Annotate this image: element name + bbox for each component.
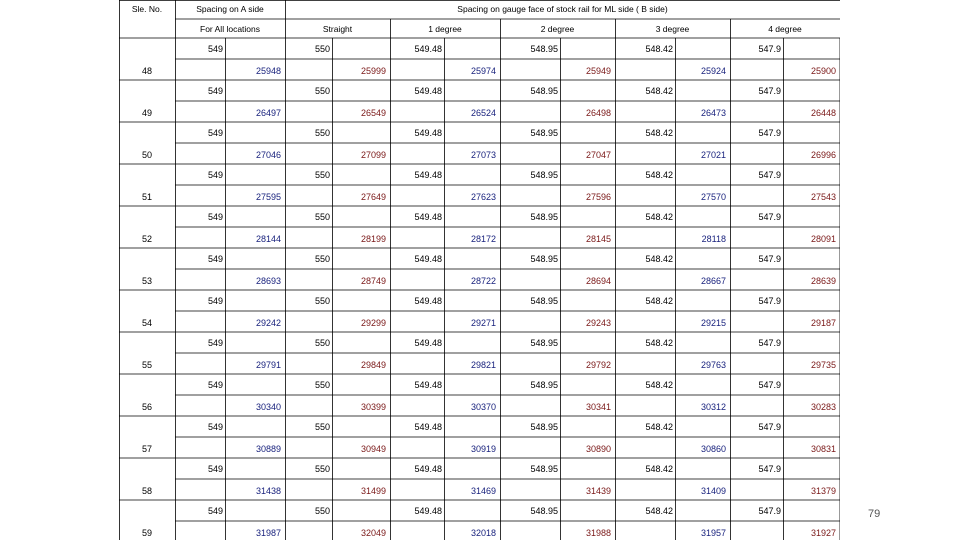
- position-value: 30399: [360, 402, 386, 412]
- position-value: 25948: [255, 66, 281, 76]
- position-value: 27596: [585, 192, 611, 202]
- position-value: 31499: [360, 486, 386, 496]
- spacing-value: 547.9: [758, 464, 781, 474]
- position-value: 30831: [810, 444, 836, 454]
- spacing-value: 547.9: [758, 506, 781, 516]
- spacing-value: 549: [207, 44, 223, 54]
- serial-number: 54: [141, 318, 152, 328]
- position-value: 26524: [470, 108, 496, 118]
- serial-number: 55: [141, 360, 152, 370]
- spacing-value: 550: [314, 338, 330, 348]
- position-value: 28749: [360, 276, 386, 286]
- position-value: 26498: [585, 108, 611, 118]
- position-value: 28667: [700, 276, 726, 286]
- position-value: 27047: [585, 150, 611, 160]
- spacing-value: 549.48: [414, 128, 442, 138]
- spacing-value: 547.9: [758, 128, 781, 138]
- spacing-value: 548.42: [645, 422, 673, 432]
- spacing-value: 548.95: [530, 422, 558, 432]
- spacing-value: 548.95: [530, 128, 558, 138]
- spacing-value: 549: [207, 128, 223, 138]
- spacing-value: 549: [207, 380, 223, 390]
- spacing-value: 548.95: [530, 212, 558, 222]
- position-value: 28144: [255, 234, 281, 244]
- header-3-degree: 3 degree: [655, 24, 690, 34]
- spacing-value: 549: [207, 464, 223, 474]
- position-value: 32018: [470, 528, 496, 538]
- spacing-value: 548.95: [530, 464, 558, 474]
- position-value: 26549: [360, 108, 386, 118]
- position-value: 26448: [810, 108, 836, 118]
- spacing-value: 548.95: [530, 86, 558, 96]
- spacing-value: 549: [207, 296, 223, 306]
- spacing-value: 550: [314, 422, 330, 432]
- position-value: 29792: [585, 360, 611, 370]
- position-value: 30889: [255, 444, 281, 454]
- position-value: 28145: [585, 234, 611, 244]
- position-value: 28118: [701, 234, 726, 244]
- spacing-value: 550: [314, 254, 330, 264]
- spacing-value: 550: [314, 464, 330, 474]
- spacing-value: 548.95: [530, 338, 558, 348]
- spacing-value: 549.48: [414, 296, 442, 306]
- header-4-degree: 4 degree: [768, 24, 802, 34]
- position-value: 28639: [810, 276, 836, 286]
- position-value: 25924: [700, 66, 726, 76]
- spacing-value: 547.9: [758, 44, 781, 54]
- spacing-value: 548.95: [530, 254, 558, 264]
- serial-number: 53: [141, 276, 152, 286]
- spacing-value: 548.95: [530, 296, 558, 306]
- spacing-value: 548.42: [645, 296, 673, 306]
- spacing-value: 548.42: [645, 380, 673, 390]
- spacing-value: 549.48: [414, 422, 442, 432]
- position-value: 29821: [470, 360, 496, 370]
- position-value: 30860: [700, 444, 726, 454]
- spacing-value: 548.42: [645, 506, 673, 516]
- position-value: 25949: [585, 66, 611, 76]
- position-value: 29242: [255, 318, 281, 328]
- header-1-degree: 1 degree: [428, 24, 462, 34]
- table-grid: [119, 0, 840, 540]
- spacing-value: 547.9: [758, 86, 781, 96]
- spacing-value: 550: [314, 44, 330, 54]
- position-value: 29243: [585, 318, 611, 328]
- position-value: 28694: [585, 276, 611, 286]
- position-value: 30283: [810, 402, 836, 412]
- spacing-value: 550: [314, 380, 330, 390]
- page-number: 79: [868, 508, 881, 520]
- spacing-value: 549.48: [414, 506, 442, 516]
- position-value: 29735: [810, 360, 836, 370]
- position-value: 31987: [255, 528, 281, 538]
- header-2-degree: 2 degree: [540, 24, 575, 34]
- position-value: 31927: [810, 528, 836, 538]
- spacing-value: 550: [314, 506, 330, 516]
- header-sl-no: Sle. No.: [131, 4, 163, 14]
- position-value: 29271: [470, 318, 496, 328]
- spacing-value: 549.48: [414, 170, 442, 180]
- position-value: 31439: [585, 486, 611, 496]
- position-value: 30919: [470, 444, 496, 454]
- serial-number: 56: [141, 402, 152, 412]
- position-value: 27073: [470, 150, 496, 160]
- position-value: 29215: [700, 318, 726, 328]
- serial-number: 48: [141, 66, 152, 76]
- position-value: 31469: [470, 486, 496, 496]
- spacing-value: 548.42: [645, 86, 673, 96]
- spacing-value: 549.48: [414, 44, 442, 54]
- position-value: 27046: [255, 150, 281, 160]
- position-value: 27021: [700, 150, 726, 160]
- spacing-value: 548.95: [530, 506, 558, 516]
- header-for-all-locations: For All locations: [200, 24, 260, 34]
- spacing-value: 548.95: [530, 44, 558, 54]
- position-value: 25974: [470, 66, 496, 76]
- spacing-value: 550: [314, 212, 330, 222]
- position-value: 31438: [255, 486, 281, 496]
- position-value: 30890: [585, 444, 611, 454]
- spacing-value: 547.9: [758, 254, 781, 264]
- spacing-value: 550: [314, 170, 330, 180]
- position-value: 27570: [700, 192, 726, 202]
- spacing-table: [119, 0, 840, 540]
- spacing-value: 549: [207, 86, 223, 96]
- position-value: 27543: [810, 192, 836, 202]
- spacing-value: 547.9: [758, 380, 781, 390]
- spacing-value: 549.48: [414, 86, 442, 96]
- position-value: 28693: [255, 276, 281, 286]
- serial-number: 52: [141, 234, 152, 244]
- spacing-value: 549: [207, 212, 223, 222]
- position-value: 29791: [255, 360, 281, 370]
- serial-number: 58: [141, 486, 152, 496]
- position-value: 29299: [360, 318, 386, 328]
- spacing-value: 549.48: [414, 464, 442, 474]
- spacing-value: 547.9: [758, 338, 781, 348]
- position-value: 26473: [700, 108, 726, 118]
- spacing-value: 548.42: [645, 254, 673, 264]
- serial-number: 49: [141, 108, 152, 118]
- serial-number: 50: [141, 150, 152, 160]
- spacing-value: 548.42: [645, 212, 673, 222]
- spacing-value: 548.42: [645, 464, 673, 474]
- serial-number: 51: [141, 192, 152, 202]
- position-value: 25900: [810, 66, 836, 76]
- serial-number: 59: [141, 528, 152, 538]
- serial-number: 57: [141, 444, 152, 454]
- position-value: 26996: [810, 150, 836, 160]
- spacing-value: 550: [314, 86, 330, 96]
- spacing-value: 549.48: [414, 254, 442, 264]
- position-value: 28722: [470, 276, 496, 286]
- position-value: 27623: [470, 192, 496, 202]
- position-value: 29187: [810, 318, 836, 328]
- spacing-value: 548.42: [645, 338, 673, 348]
- spacing-value: 549.48: [414, 212, 442, 222]
- spacing-value: 549: [207, 338, 223, 348]
- spacing-value: 549: [207, 422, 223, 432]
- spacing-value: 547.9: [758, 212, 781, 222]
- position-value: 25999: [360, 66, 386, 76]
- position-value: 30341: [585, 402, 611, 412]
- spacing-value: 548.95: [530, 380, 558, 390]
- spacing-value: 547.9: [758, 170, 781, 180]
- spacing-value: 548.42: [645, 128, 673, 138]
- position-value: 31409: [700, 486, 726, 496]
- spacing-value: 547.9: [758, 422, 781, 432]
- spacing-value: 548.42: [645, 44, 673, 54]
- position-value: 31957: [700, 528, 726, 538]
- spacing-value: 548.42: [645, 170, 673, 180]
- header-straight: Straight: [322, 24, 353, 34]
- header-b-side: Spacing on gauge face of stock rail for ML side ( B side): [457, 4, 668, 14]
- position-value: 28172: [470, 234, 496, 244]
- position-value: 30340: [255, 402, 281, 412]
- spacing-value: 548.95: [530, 170, 558, 180]
- position-value: 31988: [585, 528, 611, 538]
- position-value: 30370: [470, 402, 496, 412]
- position-value: 28091: [810, 234, 836, 244]
- spacing-value: 549: [207, 506, 223, 516]
- position-value: 27099: [360, 150, 386, 160]
- spacing-value: 547.9: [758, 296, 781, 306]
- position-value: 29763: [700, 360, 726, 370]
- spacing-value: 549: [207, 254, 223, 264]
- position-value: 30312: [700, 402, 726, 412]
- spacing-value: 549.48: [414, 380, 442, 390]
- spacing-value: 549: [207, 170, 223, 180]
- header-a-side: Spacing on A side: [196, 4, 264, 14]
- spacing-value: 550: [314, 296, 330, 306]
- spacing-value: 549.48: [414, 338, 442, 348]
- spacing-value: 550: [314, 128, 330, 138]
- position-value: 30949: [360, 444, 386, 454]
- position-value: 32049: [360, 528, 386, 538]
- position-value: 29849: [360, 360, 386, 370]
- position-value: 26497: [255, 108, 281, 118]
- position-value: 28199: [360, 234, 386, 244]
- position-value: 27649: [360, 192, 386, 202]
- position-value: 27595: [255, 192, 281, 202]
- position-value: 31379: [810, 486, 836, 496]
